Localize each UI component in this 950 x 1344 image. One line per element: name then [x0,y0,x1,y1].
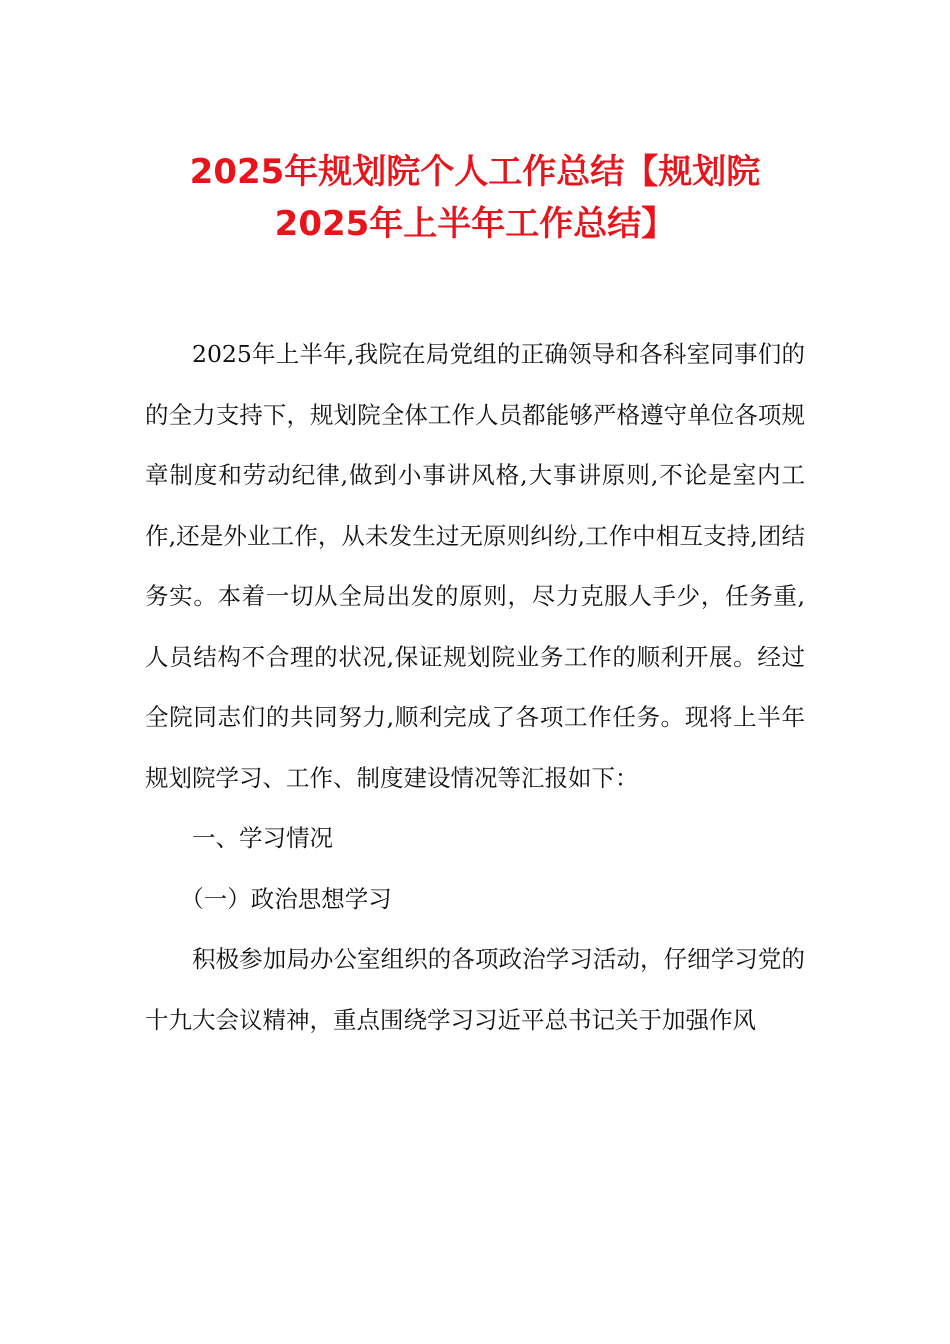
document-title: 2025年规划院个人工作总结【规划院2025年上半年工作总结】 [189,152,761,244]
intro-paragraph: 2025年上半年,我院在局党组的正确领导和各科室同事们的的全力支持下，规划院全体工作人员都能够严格遵守单位各项规章制度和劳动纪律,做到小事讲风格,大事讲原则,不论是室内工作,还是外业工作，从未发生过无原则纠纷,工作中相互支持,团结务实。本着一切从全局出发的原则，尽力克服人手少，任务重,人员结构不合理的状况,保证规划院业务工作的顺利开展。经过全院同志们的共同努力,顺利完成了各项工作任务。现将上半年规划院学习、工作、制度建设情况等汇报如下： [145,340,805,792]
study-paragraph: 积极参加局办公室组织的各项政治学习活动，仔细学习党的十九大会议精神，重点围绕学习习近平总书记关于加强作风 [145,945,805,1034]
subsection-heading-political-study: （一）政治思想学习 [180,884,392,913]
document-body [145,324,805,1050]
section-heading-study: 一、学习情况 [192,824,333,852]
